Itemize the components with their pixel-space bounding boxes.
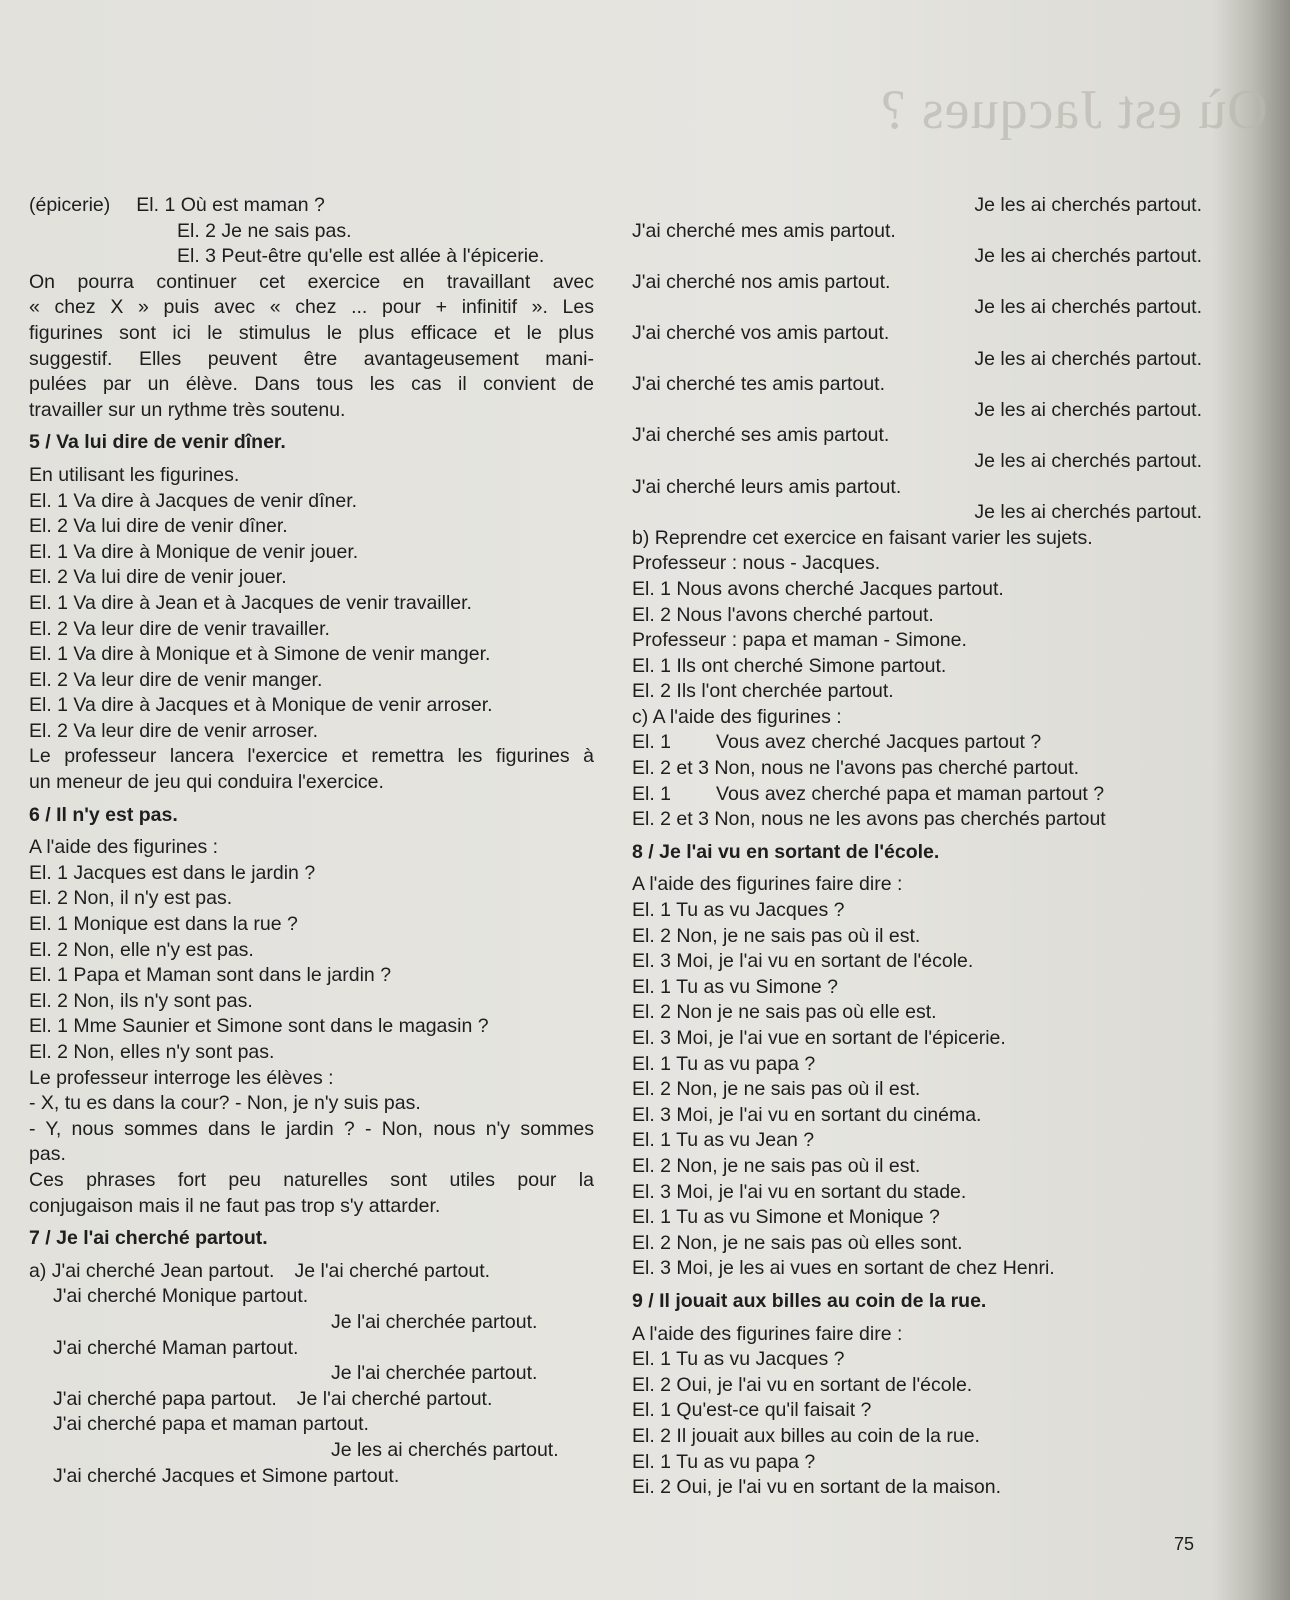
- text-line: J'ai cherché nos amis partout.: [632, 270, 891, 293]
- prompt-text: J'ai cherché papa partout.: [53, 1387, 277, 1410]
- response-line: Je les ai cherchés partout.: [331, 1438, 559, 1461]
- response-line: Je l'ai cherchée partout.: [331, 1310, 538, 1333]
- text-line: A l'aide des figurines :: [29, 836, 219, 859]
- text-line: [632, 782, 1202, 808]
- dialogue-line: El. 1 Où est maman ?: [136, 194, 325, 216]
- text-line: [29, 219, 594, 245]
- text-line: El. 1 Va dire à Monique de venir jouer.: [29, 540, 359, 563]
- response-line: Je les ai cherchés partout.: [974, 347, 1202, 370]
- text-line: El. 1 Va dire à Jacques et à Monique de venir arroser.: [29, 694, 493, 717]
- response-line: Je les ai cherchés partout.: [974, 398, 1202, 421]
- speaker-label: El. 1: [632, 782, 672, 805]
- exercise-heading: 9 / Il jouait aux billes au coin de la rue.: [632, 1289, 987, 1312]
- response-line: Je les ai cherchés partout.: [974, 296, 1202, 319]
- paragraph-line: suggestif. Elles peuvent être avantageusement mani-: [29, 347, 594, 370]
- paragraph-line: - Y, nous sommes dans le jardin ? - Non, nous n'y sommes: [29, 1117, 594, 1140]
- text-line: El. 1 Papa et Maman sont dans le jardin ?: [29, 964, 392, 987]
- prompt-text: J'ai cherché Jean partout.: [51, 1259, 275, 1282]
- text-line: El. 2 Non, je ne sais pas où il est.: [632, 1154, 921, 1177]
- text-line: El. 3 Moi, je les ai vues en sortant de chez Henri.: [632, 1257, 1055, 1280]
- text-line: El. 1 Va dire à Monique et à Simone de venir manger.: [29, 643, 491, 666]
- right-column: [632, 193, 1202, 1501]
- response-line: Je les ai cherchés partout.: [974, 501, 1202, 524]
- page-number: 75: [1174, 1534, 1195, 1554]
- text-line: El. 2 Va lui dire de venir jouer.: [29, 566, 287, 589]
- text-line: El. 2 Va leur dire de venir travailler.: [29, 617, 330, 640]
- text-line: El. 2 Oui, je l'ai vu en sortant de l'école.: [632, 1373, 973, 1396]
- text-line: [29, 1387, 594, 1413]
- text-line: El. 2 Non, elles n'y sont pas.: [29, 1041, 275, 1063]
- paragraph-line: On pourra continuer cet exercice en travaillant avec: [29, 270, 594, 293]
- text-line: El. 2 Nous l'avons cherché partout.: [632, 603, 934, 626]
- text-line: J'ai cherché mes amis partout.: [632, 219, 896, 242]
- response-line: Je l'ai cherchée partout.: [331, 1362, 538, 1385]
- dialogue-text: Vous avez cherché Jacques partout ?: [716, 731, 1042, 754]
- text-line: - X, tu es dans la cour? - Non, je n'y suis pas.: [29, 1092, 421, 1115]
- text-line: El. 2 Non, je ne sais pas où il est.: [632, 1078, 921, 1101]
- text-line: J'ai cherché Maman partout.: [53, 1336, 299, 1359]
- text-line: J'ai cherché vos amis partout.: [632, 321, 890, 344]
- paragraph-line: « chez X » puis avec « chez ... pour + infinitif ». Les: [29, 296, 594, 319]
- line-label: (épicerie): [29, 194, 111, 216]
- dialogue-line: El. 2 Je ne sais pas.: [177, 219, 352, 242]
- dialogue-text: Non, nous ne les avons pas cherchés partout: [714, 808, 1106, 831]
- text-line: J'ai cherché Jacques et Simone partout.: [53, 1464, 400, 1487]
- dialogue-line: El. 3 Peut-être qu'elle est allée à l'épicerie.: [177, 245, 545, 268]
- text-line: El. 2 Non je ne sais pas où elle est.: [632, 1001, 937, 1024]
- text-line: El. 2 Non, je ne sais pas où il est.: [632, 924, 921, 947]
- text-line: El. 1 Tu as vu papa ?: [632, 1052, 816, 1075]
- text-line: Ei. 2 Oui, je l'ai vu en sortant de la maison.: [632, 1476, 1001, 1499]
- text-line: J'ai cherché leurs amis partout.: [632, 475, 902, 498]
- text-line: El. 2 Non, je ne sais pas où elles sont.: [632, 1231, 963, 1254]
- speaker-label: El. 2 et 3: [632, 757, 709, 780]
- text-line: A l'aide des figurines faire dire :: [632, 873, 903, 896]
- bleed-through-title: Où est Jacques ?: [880, 79, 1268, 141]
- text-line: b) Reprendre cet exercice en faisant varier les sujets.: [632, 526, 1093, 549]
- dialogue-text: Vous avez cherché papa et maman partout ?: [716, 782, 1105, 805]
- text-line: El. 1 Monique est dans la rue ?: [29, 913, 298, 936]
- dialogue-text: Non, nous ne l'avons pas cherché partout.: [714, 757, 1080, 780]
- text-line: [29, 1259, 594, 1285]
- response-text: Je l'ai cherché partout.: [296, 1387, 493, 1410]
- text-line: El. 1 Nous avons cherché Jacques partout.: [632, 577, 1004, 600]
- text-line: El. 2 Il jouait aux billes au coin de la rue.: [632, 1424, 980, 1447]
- text-line: J'ai cherché ses amis partout.: [632, 424, 890, 447]
- text-line: J'ai cherché tes amis partout.: [632, 373, 886, 396]
- paragraph-line: Le professeur lancera l'exercice et remettra les figurines à: [29, 745, 594, 768]
- left-column: [29, 193, 594, 1489]
- text-line: El. 1 Tu as vu Jacques ?: [632, 1348, 845, 1371]
- text-line: c) A l'aide des figurines :: [632, 705, 842, 728]
- speaker-label: El. 1: [632, 731, 672, 754]
- text-line: El. 1 Va dire à Jean et à Jacques de venir travailler.: [29, 591, 472, 614]
- paragraph-line: Ces phrases fort peu naturelles sont utiles pour la: [29, 1168, 594, 1191]
- text-line: [632, 807, 1202, 833]
- text-line: En utilisant les figurines.: [29, 463, 240, 486]
- text-line: El. 1 Qu'est-ce qu'il faisait ?: [632, 1399, 872, 1422]
- text-line: A l'aide des figurines faire dire :: [632, 1322, 903, 1345]
- text-line: Professeur : nous - Jacques.: [632, 552, 881, 575]
- response-line: Je les ai cherchés partout.: [974, 449, 1202, 472]
- speaker-label: El. 2 et 3: [632, 808, 709, 831]
- text-line: J'ai cherché papa et maman partout.: [53, 1413, 369, 1436]
- response-line: Je les ai cherchés partout.: [974, 245, 1202, 268]
- text-line: El. 1 Tu as vu Simone et Monique ?: [632, 1206, 940, 1229]
- exercise-heading: 6 / Il n'y est pas.: [29, 803, 178, 826]
- response-text: Je l'ai cherché partout.: [294, 1259, 491, 1282]
- text-line: El. 1 Tu as vu Jacques ?: [632, 899, 845, 922]
- response-line: Je les ai cherchés partout.: [974, 194, 1202, 216]
- exercise-heading: 5 / Va lui dire de venir dîner.: [29, 431, 286, 454]
- paragraph-line: figurines sont ici le stimulus le plus efficace et le plus: [29, 321, 594, 344]
- text-line: El. 2 Va leur dire de venir manger.: [29, 668, 323, 691]
- text-line: El. 1 Tu as vu Jean ?: [632, 1129, 815, 1152]
- text-line: El. 2 Va lui dire de venir dîner.: [29, 515, 288, 538]
- text-line: El. 1 Va dire à Jacques de venir dîner.: [29, 489, 358, 512]
- text-line: El. 1 Ils ont cherché Simone partout.: [632, 654, 947, 677]
- text-line: [29, 193, 594, 219]
- text-line: El. 1 Tu as vu papa ?: [632, 1450, 816, 1473]
- item-label: a): [29, 1259, 47, 1282]
- text-line: J'ai cherché Monique partout.: [53, 1285, 309, 1308]
- text-line: Professeur : papa et maman - Simone.: [632, 629, 967, 652]
- text-line: El. 3 Moi, je l'ai vu en sortant du stade.: [632, 1180, 967, 1203]
- text-line: El. 2 Ils l'ont cherchée partout.: [632, 680, 894, 703]
- text-line: El. 2 Non, il n'y est pas.: [29, 887, 233, 910]
- paragraph-line: conjugaison mais il ne faut pas trop s'y attarder.: [29, 1194, 441, 1217]
- text-line: El. 2 Va leur dire de venir arroser.: [29, 719, 319, 742]
- paragraph-line: un meneur de jeu qui conduira l'exercice.: [29, 771, 384, 794]
- text-line: El. 3 Moi, je l'ai vu en sortant du cinéma.: [632, 1103, 982, 1126]
- text-line: [632, 756, 1202, 782]
- paragraph-line: pas.: [29, 1143, 66, 1166]
- text-line: El. 3 Moi, je l'ai vue en sortant de l'épicerie.: [632, 1027, 1006, 1049]
- text-line: El. 2 Non, elle n'y est pas.: [29, 938, 254, 961]
- paragraph-line: travailler sur un rythme très soutenu.: [29, 398, 346, 421]
- exercise-heading: 7 / Je l'ai cherché partout.: [29, 1227, 268, 1250]
- text-line: [632, 730, 1202, 756]
- text-line: Le professeur interroge les élèves :: [29, 1066, 334, 1089]
- text-line: El. 2 Non, ils n'y sont pas.: [29, 989, 253, 1012]
- text-line: El. 1 Mme Saunier et Simone sont dans le magasin ?: [29, 1015, 489, 1038]
- paragraph-line: pulées par un élève. Dans tous les cas il convient de: [29, 373, 594, 396]
- text-line: El. 1 Jacques est dans le jardin ?: [29, 861, 316, 884]
- text-line: El. 3 Moi, je l'ai vu en sortant de l'école.: [632, 950, 974, 973]
- exercise-heading: 8 / Je l'ai vu en sortant de l'école.: [632, 840, 940, 863]
- text-line: [29, 244, 594, 270]
- text-line: El. 1 Tu as vu Simone ?: [632, 975, 838, 998]
